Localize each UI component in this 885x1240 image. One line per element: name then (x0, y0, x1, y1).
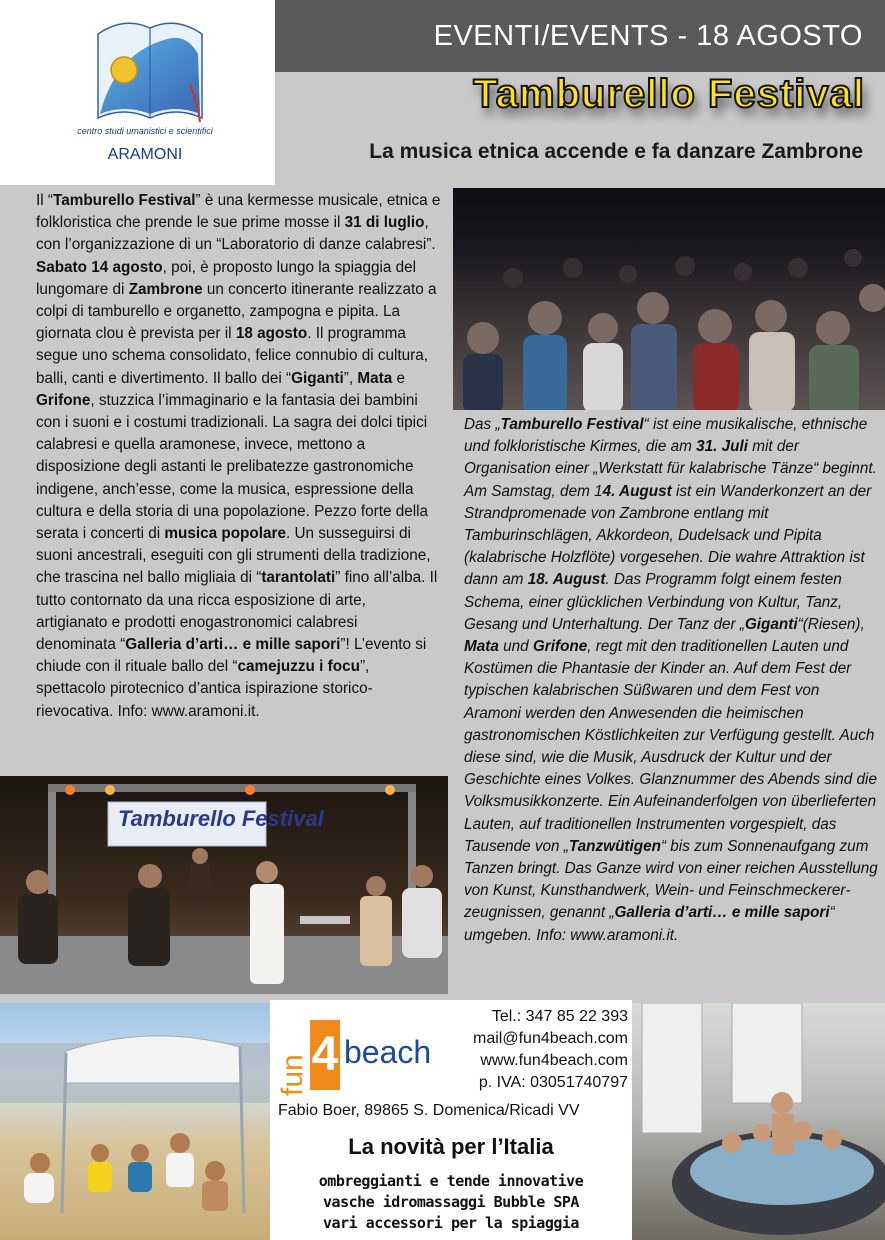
ad-tel: Tel.: 347 85 22 393 (491, 1008, 628, 1025)
ad-address: Fabio Boer, 89865 S. Domenica/Ricadi VV (278, 1102, 580, 1119)
bold-run: Grifone (532, 638, 588, 656)
stage-banner: Tamburello Festival (118, 806, 324, 831)
page-title: Tamburello Festival (473, 72, 865, 116)
text-run: ” fino all’alba. Il tutto contornato da una ricca esposizione di arte, artigianato e prodotti enogastronomici calabresi denominata “ (36, 569, 438, 654)
text-run: , regt mit den traditionellen Lauten und Kostümen die Phantasie der Kinder an. Auf dem Fest der typischen kalabrischen Süßwaren und dem Fest von Aramoni werden den Anwesenden die heimischen gastronomischen Köstlichkeiten zur Verfügung gestellt. Auch diese sind, wie die Musik, Ausdruck der Kultur und der Geschichte eines Volkes. Glanznummer des Abends sind die Volksmusikkonzerte. Ein Aufeinanderfolgen von überlieferten Lauten, auf traditionellen Instrumenten vorgespielt, das Tausende von „ (464, 638, 877, 855)
crowd-figures-icon (453, 188, 885, 410)
ad-headline: La novità per l’Italia (348, 1134, 554, 1159)
text-run: , poi, è proposto lungo la spiaggia del lungomare di (36, 258, 417, 298)
text-run: e (392, 369, 406, 387)
bold-run: camejuzzu i focu (237, 658, 360, 676)
bold-run: 4. August (602, 482, 672, 500)
crowd-photo (453, 188, 885, 410)
logo-name: ARAMONI (107, 146, 183, 163)
bold-run: Zambrone (128, 280, 203, 298)
article-german (464, 414, 879, 947)
bold-run: Galleria d’arti… e mille sapori (125, 636, 341, 654)
text-run: un concerto itinerante realizzato a colpi di tamburello e organetto, zampogna e pipita. La giornata clou è prevista per il (36, 280, 437, 343)
bold-run: Giganti (744, 615, 798, 633)
page-subtitle: La musica etnica accende e fa danzare Zambrone (369, 140, 863, 163)
text-run: “ ist eine musikalische, ethnische und folkloristische Kirmes, die am (464, 416, 868, 456)
beach-photo (0, 1003, 270, 1240)
ad-piva: p. IVA: 03051740797 (478, 1074, 628, 1091)
bold-run: 31. Juli (696, 438, 748, 456)
text-run: Il “ (36, 192, 53, 209)
text-run: ist ein Wanderkonzert an der Strandpromenade von Zambrone entlang mit Tamburinschlägen, Akkordeon, Dudelsack und Pipita (kalabrische Holzflöte) vorgesehen. Die wahre Attraktion ist dann am (464, 482, 872, 589)
hot-tub-scene-icon (632, 1003, 885, 1240)
bold-run: Giganti (291, 369, 344, 387)
text-run: , con l’organizzazione di un “Laboratorio di danze calabresi”. (36, 214, 436, 254)
article-italian (36, 190, 441, 723)
ad-line-1: ombreggianti e tende innovative (318, 1172, 584, 1190)
logo-box (0, 0, 275, 185)
bold-run: Tamburello Festival (500, 416, 644, 433)
text-run: . Un susseguirsi di suoni ancestrali, eseguiti con gli strumenti della tradizione, che trascina nel ballo migliaia di “ (36, 525, 431, 587)
text-run: , stuzzica l’immaginario e la fantasia dei bambini con i suoni e i costumi tradizionali. La sagra dei dolci tipici calabresi e quella aramonese, invece, mettono a disposizione degli astanti le prelibatezze gastronomiche indigene, anch’esse, come la musica, espressione della cultura e della storia di una popolazione. Pezzo forte della serata i concerti di (36, 391, 429, 543)
brand-4: 4 (310, 1020, 340, 1090)
spa-photo (632, 1003, 885, 1240)
text-run: “ umgeben. Info: www.aramoni.it. (464, 904, 835, 944)
ad-line-2: vasche idromassaggi Bubble SPA (323, 1193, 579, 1211)
bold-run: musica popolare (164, 525, 286, 543)
bold-run: Grifone (36, 391, 91, 409)
bold-run: 31 di luglio (344, 214, 425, 232)
topbar (275, 0, 885, 72)
brand-fun: fun (276, 1054, 309, 1096)
text-run: . Das Programm folgt einem festen Schema, einer glücklichen Verbindung von Kultur, Tanz, Gesang und Unterhaltung. Der Tanz der „ (464, 571, 843, 633)
ad-panel (270, 1000, 632, 1240)
text-run: ”, (343, 369, 358, 387)
ad-line-3: vari accessori per la spiaggia (323, 1214, 579, 1232)
bold-run: 18 agosto (235, 325, 308, 343)
text-run: ”! L’evento si chiude con il rituale ballo del “ (36, 636, 427, 676)
stage-photo (0, 776, 448, 994)
beach-scene-icon (0, 1003, 270, 1240)
text-run: ”, spettacolo pirotecnico d’antica ispirazione storico-rievocativa. Info: www.aramoni.it. (36, 658, 373, 720)
text-run: und (498, 638, 533, 656)
bold-run: Tanzwütigen (568, 837, 661, 855)
brand-beach: beach (344, 1034, 432, 1070)
ad-mail: mail@fun4beach.com (473, 1030, 628, 1047)
text-run: “ bis zum Sonnenaufgang zum Tanzen bringt. Das Ganze wird von einer reichen Ausstellung von Kunst, Kunsthandwerk, Wein- und Feinschmeckererzeugnissen, genannt „ (464, 837, 878, 922)
bold-run: tarantolati (261, 569, 336, 587)
ad-web: www.fun4beach.com (480, 1052, 628, 1069)
text-run: Das „ (464, 416, 501, 433)
bold-run: Galleria d’arti… e mille sapori (614, 904, 830, 922)
text-run: mit der Organisation einer „Werkstatt für kalabrische Tänze“ beginnt. Am Samstag, dem 1 (464, 438, 877, 500)
text-run: “(Riesen), (797, 615, 865, 633)
topbar-text: EVENTI/EVENTS - 18 AGOSTO (433, 20, 863, 52)
aramoni-logo-icon (94, 14, 206, 124)
logo-caption: centro studi umanistici e scientifici (77, 126, 213, 136)
text-run: ” è una kermesse musicale, etnica e folkloristica che prende le sue prime mosse il (36, 192, 441, 232)
bold-run: Mata (464, 638, 499, 656)
text-run: . Il programma segue uno schema consolidato, felice connubio di cultura, balli, canti e divertimento. Il ballo dei “ (36, 325, 429, 387)
bold-run: Mata (357, 369, 393, 387)
bold-run: 18. August (527, 571, 606, 589)
bold-run: Sabato 14 agosto (36, 258, 163, 276)
bold-run: Tamburello Festival (53, 192, 196, 209)
